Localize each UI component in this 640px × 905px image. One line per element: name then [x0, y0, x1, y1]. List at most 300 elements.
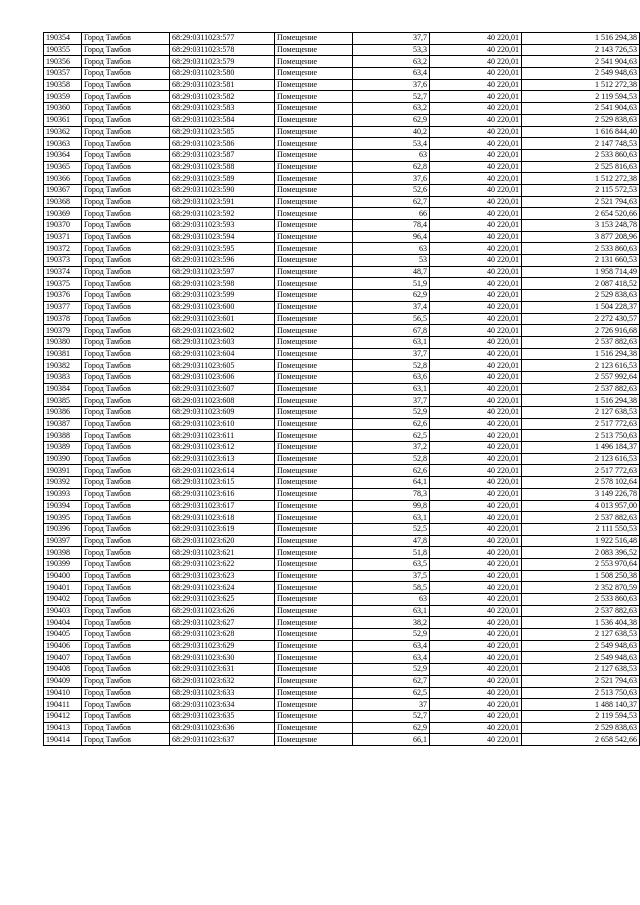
total-value-cell: 3 153 248,78 — [522, 220, 640, 232]
object-type-cell: Помещение — [275, 68, 353, 80]
city-cell: Город Тамбов — [82, 336, 170, 348]
unit-cost-cell: 40 220,01 — [430, 301, 522, 313]
table-row — [44, 535, 640, 547]
area-cell: 62,6 — [353, 418, 430, 430]
city-cell: Город Тамбов — [82, 149, 170, 161]
cadastral-number-cell: 68:29:0311023:623 — [170, 570, 275, 582]
unit-cost-cell: 40 220,01 — [430, 617, 522, 629]
cadastral-number-cell: 68:29:0311023:606 — [170, 371, 275, 383]
cadastral-number-cell: 68:29:0311023:612 — [170, 442, 275, 454]
area-cell: 63,6 — [353, 371, 430, 383]
object-type-cell: Помещение — [275, 488, 353, 500]
total-value-cell: 1 496 184,37 — [522, 442, 640, 454]
city-cell: Город Тамбов — [82, 126, 170, 138]
total-value-cell: 2 549 948,63 — [522, 640, 640, 652]
table-row — [44, 442, 640, 454]
object-type-cell: Помещение — [275, 208, 353, 220]
object-type-cell: Помещение — [275, 430, 353, 442]
table-row — [44, 395, 640, 407]
total-value-cell: 2 517 772,63 — [522, 418, 640, 430]
total-value-cell: 1 616 844,40 — [522, 126, 640, 138]
total-value-cell: 1 504 228,37 — [522, 301, 640, 313]
unit-cost-cell: 40 220,01 — [430, 266, 522, 278]
row-id-cell: 190384 — [44, 383, 82, 395]
total-value-cell: 2 083 396,52 — [522, 547, 640, 559]
total-value-cell: 2 119 594,53 — [522, 91, 640, 103]
object-type-cell: Помещение — [275, 535, 353, 547]
row-id-cell: 190387 — [44, 418, 82, 430]
cadastral-number-cell: 68:29:0311023:596 — [170, 255, 275, 267]
cadastral-number-cell: 68:29:0311023:599 — [170, 290, 275, 302]
unit-cost-cell: 40 220,01 — [430, 710, 522, 722]
row-id-cell: 190397 — [44, 535, 82, 547]
table-row — [44, 547, 640, 559]
object-type-cell: Помещение — [275, 512, 353, 524]
cadastral-number-cell: 68:29:0311023:603 — [170, 336, 275, 348]
city-cell: Город Тамбов — [82, 640, 170, 652]
row-id-cell: 190406 — [44, 640, 82, 652]
unit-cost-cell: 40 220,01 — [430, 629, 522, 641]
area-cell: 62,6 — [353, 465, 430, 477]
table-row — [44, 710, 640, 722]
city-cell: Город Тамбов — [82, 734, 170, 746]
object-type-cell: Помещение — [275, 477, 353, 489]
total-value-cell: 2 654 520,66 — [522, 208, 640, 220]
total-value-cell: 2 272 430,57 — [522, 313, 640, 325]
row-id-cell: 190392 — [44, 477, 82, 489]
cadastral-number-cell: 68:29:0311023:625 — [170, 594, 275, 606]
row-id-cell: 190378 — [44, 313, 82, 325]
table-row — [44, 126, 640, 138]
object-type-cell: Помещение — [275, 722, 353, 734]
cadastral-number-cell: 68:29:0311023:585 — [170, 126, 275, 138]
area-cell: 47,8 — [353, 535, 430, 547]
unit-cost-cell: 40 220,01 — [430, 126, 522, 138]
total-value-cell: 1 512 272,38 — [522, 173, 640, 185]
table-row — [44, 594, 640, 606]
city-cell: Город Тамбов — [82, 442, 170, 454]
city-cell: Город Тамбов — [82, 325, 170, 337]
total-value-cell: 2 553 970,64 — [522, 558, 640, 570]
unit-cost-cell: 40 220,01 — [430, 652, 522, 664]
object-type-cell: Помещение — [275, 278, 353, 290]
city-cell: Город Тамбов — [82, 500, 170, 512]
city-cell: Город Тамбов — [82, 523, 170, 535]
object-type-cell: Помещение — [275, 594, 353, 606]
table-row — [44, 675, 640, 687]
total-value-cell: 4 013 957,00 — [522, 500, 640, 512]
total-value-cell: 2 115 572,53 — [522, 184, 640, 196]
unit-cost-cell: 40 220,01 — [430, 231, 522, 243]
table-row — [44, 138, 640, 150]
area-cell: 63,4 — [353, 640, 430, 652]
unit-cost-cell: 40 220,01 — [430, 442, 522, 454]
area-cell: 63,1 — [353, 336, 430, 348]
object-type-cell: Помещение — [275, 149, 353, 161]
area-cell: 67,8 — [353, 325, 430, 337]
total-value-cell: 2 513 750,63 — [522, 430, 640, 442]
cadastral-number-cell: 68:29:0311023:604 — [170, 348, 275, 360]
total-value-cell: 2 111 550,53 — [522, 523, 640, 535]
city-cell: Город Тамбов — [82, 33, 170, 45]
unit-cost-cell: 40 220,01 — [430, 699, 522, 711]
area-cell: 63,4 — [353, 652, 430, 664]
city-cell: Город Тамбов — [82, 103, 170, 115]
row-id-cell: 190394 — [44, 500, 82, 512]
object-type-cell: Помещение — [275, 91, 353, 103]
total-value-cell: 2 533 860,63 — [522, 149, 640, 161]
table-row — [44, 617, 640, 629]
total-value-cell: 3 877 208,96 — [522, 231, 640, 243]
city-cell: Город Тамбов — [82, 243, 170, 255]
table-row — [44, 91, 640, 103]
city-cell: Город Тамбов — [82, 79, 170, 91]
cadastral-number-cell: 68:29:0311023:595 — [170, 243, 275, 255]
cadastral-number-cell: 68:29:0311023:597 — [170, 266, 275, 278]
total-value-cell: 2 537 882,63 — [522, 605, 640, 617]
cadastral-number-cell: 68:29:0311023:636 — [170, 722, 275, 734]
city-cell: Город Тамбов — [82, 208, 170, 220]
row-id-cell: 190361 — [44, 114, 82, 126]
unit-cost-cell: 40 220,01 — [430, 547, 522, 559]
area-cell: 37,7 — [353, 348, 430, 360]
table-row — [44, 231, 640, 243]
object-type-cell: Помещение — [275, 220, 353, 232]
object-type-cell: Помещение — [275, 547, 353, 559]
total-value-cell: 2 549 948,63 — [522, 652, 640, 664]
area-cell: 52,5 — [353, 523, 430, 535]
unit-cost-cell: 40 220,01 — [430, 477, 522, 489]
total-value-cell: 2 557 992,64 — [522, 371, 640, 383]
row-id-cell: 190386 — [44, 407, 82, 419]
object-type-cell: Помещение — [275, 523, 353, 535]
city-cell: Город Тамбов — [82, 675, 170, 687]
cadastral-number-cell: 68:29:0311023:621 — [170, 547, 275, 559]
total-value-cell: 2 525 816,63 — [522, 161, 640, 173]
object-type-cell: Помещение — [275, 184, 353, 196]
area-cell: 48,7 — [353, 266, 430, 278]
area-cell: 63,5 — [353, 558, 430, 570]
object-type-cell: Помещение — [275, 161, 353, 173]
row-id-cell: 190355 — [44, 44, 82, 56]
object-type-cell: Помещение — [275, 710, 353, 722]
total-value-cell: 2 352 870,59 — [522, 582, 640, 594]
table-row — [44, 208, 640, 220]
object-type-cell: Помещение — [275, 33, 353, 45]
area-cell: 40,2 — [353, 126, 430, 138]
row-id-cell: 190411 — [44, 699, 82, 711]
row-id-cell: 190400 — [44, 570, 82, 582]
area-cell: 53,3 — [353, 44, 430, 56]
total-value-cell: 2 529 838,63 — [522, 114, 640, 126]
table-row — [44, 290, 640, 302]
total-value-cell: 1 488 140,37 — [522, 699, 640, 711]
object-type-cell: Помещение — [275, 56, 353, 68]
cadastral-number-cell: 68:29:0311023:632 — [170, 675, 275, 687]
unit-cost-cell: 40 220,01 — [430, 395, 522, 407]
table-row — [44, 220, 640, 232]
row-id-cell: 190395 — [44, 512, 82, 524]
table-row — [44, 255, 640, 267]
object-type-cell: Помещение — [275, 336, 353, 348]
city-cell: Город Тамбов — [82, 161, 170, 173]
table-row — [44, 33, 640, 45]
object-type-cell: Помещение — [275, 699, 353, 711]
cadastral-number-cell: 68:29:0311023:617 — [170, 500, 275, 512]
object-type-cell: Помещение — [275, 418, 353, 430]
area-cell: 62,9 — [353, 114, 430, 126]
city-cell: Город Тамбов — [82, 56, 170, 68]
table-row — [44, 114, 640, 126]
city-cell: Город Тамбов — [82, 453, 170, 465]
table-body — [44, 33, 640, 746]
city-cell: Город Тамбов — [82, 488, 170, 500]
area-cell: 66 — [353, 208, 430, 220]
table-row — [44, 652, 640, 664]
cadastral-number-cell: 68:29:0311023:631 — [170, 664, 275, 676]
city-cell: Город Тамбов — [82, 173, 170, 185]
unit-cost-cell: 40 220,01 — [430, 220, 522, 232]
cadastral-number-cell: 68:29:0311023:590 — [170, 184, 275, 196]
area-cell: 56,5 — [353, 313, 430, 325]
area-cell: 63,1 — [353, 512, 430, 524]
row-id-cell: 190357 — [44, 68, 82, 80]
area-cell: 52,8 — [353, 360, 430, 372]
row-id-cell: 190365 — [44, 161, 82, 173]
row-id-cell: 190380 — [44, 336, 82, 348]
table-row — [44, 687, 640, 699]
unit-cost-cell: 40 220,01 — [430, 173, 522, 185]
total-value-cell: 2 127 638,53 — [522, 407, 640, 419]
cadastral-number-cell: 68:29:0311023:611 — [170, 430, 275, 442]
area-cell: 63 — [353, 149, 430, 161]
cadastral-number-cell: 68:29:0311023:634 — [170, 699, 275, 711]
unit-cost-cell: 40 220,01 — [430, 255, 522, 267]
cadastral-number-cell: 68:29:0311023:629 — [170, 640, 275, 652]
cadastral-number-cell: 68:29:0311023:602 — [170, 325, 275, 337]
unit-cost-cell: 40 220,01 — [430, 184, 522, 196]
unit-cost-cell: 40 220,01 — [430, 336, 522, 348]
cadastral-number-cell: 68:29:0311023:578 — [170, 44, 275, 56]
area-cell: 63,1 — [353, 605, 430, 617]
cadastral-number-cell: 68:29:0311023:616 — [170, 488, 275, 500]
table-row — [44, 699, 640, 711]
total-value-cell: 2 127 638,53 — [522, 664, 640, 676]
row-id-cell: 190362 — [44, 126, 82, 138]
table-row — [44, 477, 640, 489]
city-cell: Город Тамбов — [82, 138, 170, 150]
area-cell: 78,4 — [353, 220, 430, 232]
unit-cost-cell: 40 220,01 — [430, 594, 522, 606]
city-cell: Город Тамбов — [82, 266, 170, 278]
total-value-cell: 1 512 272,38 — [522, 79, 640, 91]
unit-cost-cell: 40 220,01 — [430, 430, 522, 442]
row-id-cell: 190381 — [44, 348, 82, 360]
area-cell: 37,5 — [353, 570, 430, 582]
unit-cost-cell: 40 220,01 — [430, 453, 522, 465]
row-id-cell: 190370 — [44, 220, 82, 232]
city-cell: Город Тамбов — [82, 418, 170, 430]
unit-cost-cell: 40 220,01 — [430, 196, 522, 208]
row-id-cell: 190354 — [44, 33, 82, 45]
row-id-cell: 190393 — [44, 488, 82, 500]
cadastral-number-cell: 68:29:0311023:600 — [170, 301, 275, 313]
object-type-cell: Помещение — [275, 500, 353, 512]
object-type-cell: Помещение — [275, 371, 353, 383]
area-cell: 62,5 — [353, 687, 430, 699]
object-type-cell: Помещение — [275, 243, 353, 255]
table-row — [44, 500, 640, 512]
city-cell: Город Тамбов — [82, 220, 170, 232]
table-row — [44, 371, 640, 383]
total-value-cell: 2 517 772,63 — [522, 465, 640, 477]
total-value-cell: 2 549 948,63 — [522, 68, 640, 80]
total-value-cell: 2 578 102,64 — [522, 477, 640, 489]
unit-cost-cell: 40 220,01 — [430, 535, 522, 547]
total-value-cell: 1 536 404,38 — [522, 617, 640, 629]
row-id-cell: 190358 — [44, 79, 82, 91]
row-id-cell: 190363 — [44, 138, 82, 150]
table-row — [44, 453, 640, 465]
city-cell: Город Тамбов — [82, 301, 170, 313]
row-id-cell: 190398 — [44, 547, 82, 559]
cadastral-number-cell: 68:29:0311023:588 — [170, 161, 275, 173]
unit-cost-cell: 40 220,01 — [430, 664, 522, 676]
cadastral-number-cell: 68:29:0311023:614 — [170, 465, 275, 477]
row-id-cell: 190414 — [44, 734, 82, 746]
cadastral-number-cell: 68:29:0311023:577 — [170, 33, 275, 45]
city-cell: Город Тамбов — [82, 383, 170, 395]
area-cell: 37,7 — [353, 33, 430, 45]
object-type-cell: Помещение — [275, 266, 353, 278]
city-cell: Город Тамбов — [82, 664, 170, 676]
table-row — [44, 512, 640, 524]
object-type-cell: Помещение — [275, 383, 353, 395]
cadastral-number-cell: 68:29:0311023:624 — [170, 582, 275, 594]
object-type-cell: Помещение — [275, 103, 353, 115]
cadastral-number-cell: 68:29:0311023:630 — [170, 652, 275, 664]
row-id-cell: 190371 — [44, 231, 82, 243]
row-id-cell: 190368 — [44, 196, 82, 208]
unit-cost-cell: 40 220,01 — [430, 290, 522, 302]
area-cell: 62,9 — [353, 290, 430, 302]
unit-cost-cell: 40 220,01 — [430, 313, 522, 325]
row-id-cell: 190410 — [44, 687, 82, 699]
area-cell: 53 — [353, 255, 430, 267]
object-type-cell: Помещение — [275, 442, 353, 454]
row-id-cell: 190369 — [44, 208, 82, 220]
total-value-cell: 2 087 418,52 — [522, 278, 640, 290]
table-row — [44, 360, 640, 372]
object-type-cell: Помещение — [275, 687, 353, 699]
city-cell: Город Тамбов — [82, 196, 170, 208]
unit-cost-cell: 40 220,01 — [430, 722, 522, 734]
city-cell: Город Тамбов — [82, 512, 170, 524]
cadastral-number-cell: 68:29:0311023:605 — [170, 360, 275, 372]
unit-cost-cell: 40 220,01 — [430, 383, 522, 395]
total-value-cell: 2 521 794,63 — [522, 196, 640, 208]
unit-cost-cell: 40 220,01 — [430, 44, 522, 56]
unit-cost-cell: 40 220,01 — [430, 243, 522, 255]
table-row — [44, 325, 640, 337]
area-cell: 63 — [353, 243, 430, 255]
cadastral-number-cell: 68:29:0311023:635 — [170, 710, 275, 722]
total-value-cell: 1 516 294,38 — [522, 348, 640, 360]
object-type-cell: Помещение — [275, 313, 353, 325]
cadastral-number-cell: 68:29:0311023:583 — [170, 103, 275, 115]
object-type-cell: Помещение — [275, 664, 353, 676]
area-cell: 52,9 — [353, 629, 430, 641]
cadastral-number-cell: 68:29:0311023:589 — [170, 173, 275, 185]
total-value-cell: 2 123 616,53 — [522, 360, 640, 372]
city-cell: Город Тамбов — [82, 430, 170, 442]
object-type-cell: Помещение — [275, 114, 353, 126]
area-cell: 96,4 — [353, 231, 430, 243]
unit-cost-cell: 40 220,01 — [430, 91, 522, 103]
cadastral-number-cell: 68:29:0311023:626 — [170, 605, 275, 617]
unit-cost-cell: 40 220,01 — [430, 465, 522, 477]
object-type-cell: Помещение — [275, 301, 353, 313]
table-row — [44, 313, 640, 325]
cadastral-number-cell: 68:29:0311023:619 — [170, 523, 275, 535]
object-type-cell: Помещение — [275, 360, 353, 372]
table-row — [44, 465, 640, 477]
area-cell: 38,2 — [353, 617, 430, 629]
cadastral-number-cell: 68:29:0311023:594 — [170, 231, 275, 243]
area-cell: 62,7 — [353, 196, 430, 208]
city-cell: Город Тамбов — [82, 465, 170, 477]
table-row — [44, 336, 640, 348]
area-cell: 78,3 — [353, 488, 430, 500]
area-cell: 63 — [353, 594, 430, 606]
table-row — [44, 44, 640, 56]
cadastral-number-cell: 68:29:0311023:579 — [170, 56, 275, 68]
row-id-cell: 190412 — [44, 710, 82, 722]
city-cell: Город Тамбов — [82, 407, 170, 419]
row-id-cell: 190404 — [44, 617, 82, 629]
object-type-cell: Помещение — [275, 465, 353, 477]
city-cell: Город Тамбов — [82, 570, 170, 582]
cadastral-number-cell: 68:29:0311023:580 — [170, 68, 275, 80]
area-cell: 37,4 — [353, 301, 430, 313]
cadastral-number-cell: 68:29:0311023:633 — [170, 687, 275, 699]
row-id-cell: 190396 — [44, 523, 82, 535]
total-value-cell: 2 143 726,53 — [522, 44, 640, 56]
row-id-cell: 190399 — [44, 558, 82, 570]
row-id-cell: 190376 — [44, 290, 82, 302]
city-cell: Город Тамбов — [82, 184, 170, 196]
row-id-cell: 190385 — [44, 395, 82, 407]
cadastral-number-cell: 68:29:0311023:615 — [170, 477, 275, 489]
table-row — [44, 348, 640, 360]
unit-cost-cell: 40 220,01 — [430, 687, 522, 699]
area-cell: 37,7 — [353, 395, 430, 407]
table-row — [44, 629, 640, 641]
object-type-cell: Помещение — [275, 231, 353, 243]
object-type-cell: Помещение — [275, 407, 353, 419]
city-cell: Город Тамбов — [82, 699, 170, 711]
object-type-cell: Помещение — [275, 675, 353, 687]
city-cell: Город Тамбов — [82, 255, 170, 267]
city-cell: Город Тамбов — [82, 629, 170, 641]
object-type-cell: Помещение — [275, 582, 353, 594]
total-value-cell: 2 147 748,53 — [522, 138, 640, 150]
total-value-cell: 2 726 916,68 — [522, 325, 640, 337]
area-cell: 53,4 — [353, 138, 430, 150]
area-cell: 52,9 — [353, 407, 430, 419]
object-type-cell: Помещение — [275, 290, 353, 302]
total-value-cell: 2 123 616,53 — [522, 453, 640, 465]
